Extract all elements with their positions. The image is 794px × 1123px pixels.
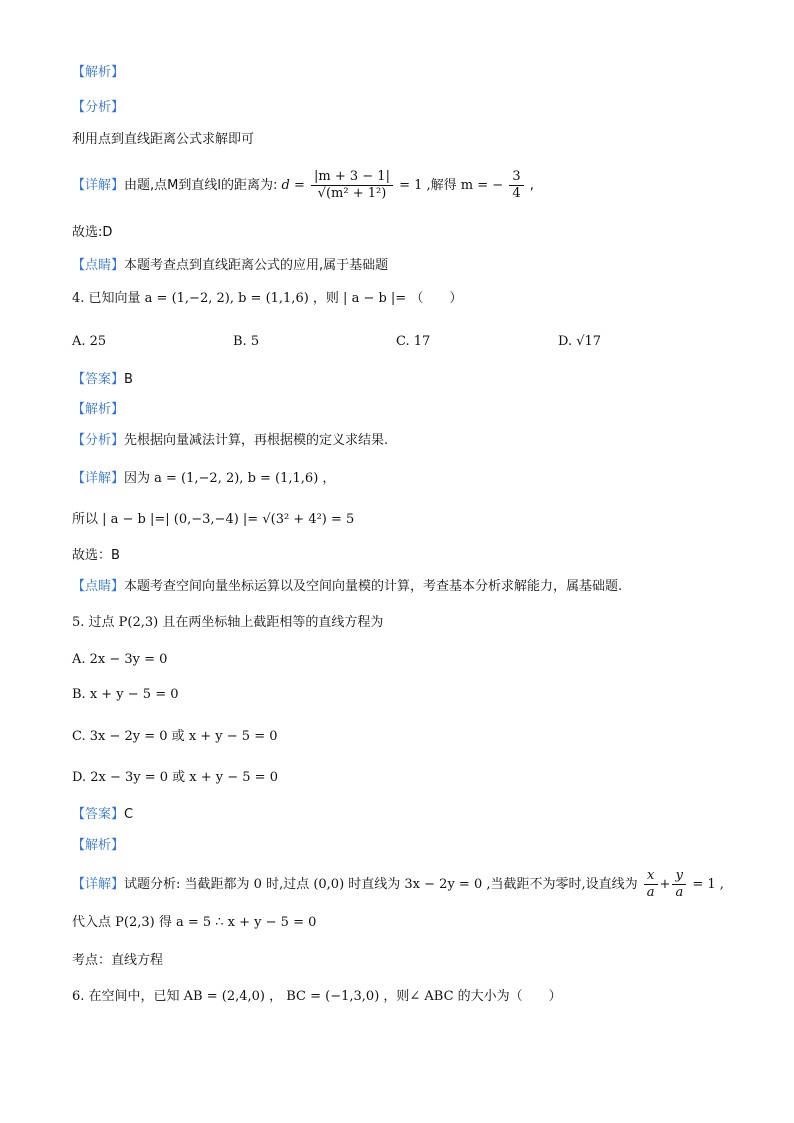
q3-formula-denominator: √(m² + 1²): [317, 186, 387, 201]
q4-option-a: A. 25: [72, 334, 107, 349]
q5-daan-value: C: [124, 807, 134, 822]
q3-xiangjie-text: 由题,点M到直线l的距离为:: [124, 178, 278, 193]
q5-option-a: A. 2x − 3y = 0: [72, 652, 168, 667]
q3-dianjing-text: 本题考查点到直线距离公式的应用,属于基础题: [124, 258, 389, 273]
q4-derivation: 所以 | a − b |=| (0,−3,−4) |= √(3² + 4²) = 5: [72, 512, 355, 527]
q5-option-b: B. x + y − 5 = 0: [72, 687, 179, 702]
q4-fenxi-text: 先根据向量减法计算，再根据模的定义求结果.: [124, 433, 389, 448]
q5-equals-one: = 1 ,: [692, 877, 724, 892]
q4-daan-value: B: [124, 372, 133, 387]
q3-fenxi-heading: 【分析】: [72, 100, 125, 115]
q5-jiexi-heading: 【解析】: [72, 838, 125, 853]
q3-formula-fraction: [311, 169, 393, 202]
q4-jiexi-heading: 【解析】: [72, 402, 125, 417]
q5-frac1-numerator: x: [644, 868, 658, 885]
q4-option-b: B. 5: [233, 334, 260, 349]
q3-result-fraction: [509, 169, 523, 202]
q3-dianjing-heading: 【点睛】: [72, 258, 125, 273]
q3-answer-choice: 故选:D: [72, 225, 113, 240]
q5-frac1-denominator: a: [646, 885, 655, 900]
q4-option-c: C. 17: [396, 334, 431, 349]
q3-xiangjie-heading: 【详解】: [72, 178, 125, 193]
q5-xiangjie-line: [72, 865, 724, 905]
q5-frac2-denominator: a: [675, 885, 684, 900]
q4-xiangjie-line: [72, 470, 335, 488]
q5-substitution: 代入点 P(2,3) 得 a = 5 ∴ x + y − 5 = 0: [72, 915, 317, 930]
q4-daan-heading: 【答案】: [72, 372, 125, 387]
q4-stem: 4. 已知向量 a = (1,−2, 2), b = (1,1,6) ，则 | a − b |= （ ）: [72, 291, 463, 306]
q5-kaodian: 考点：直线方程: [72, 953, 164, 968]
q4-xiangjie-text: 因为 a = (1,−2, 2), b = (1,1,6) ，: [124, 471, 336, 486]
q3-result-numerator: 3: [509, 169, 523, 186]
q5-daan-heading: 【答案】: [72, 807, 125, 822]
q4-answer-choice: 故选：B: [72, 548, 120, 563]
q3-formula-result: = 1 ,解得 m = −: [399, 178, 504, 193]
q4-dianjing-heading: 【点睛】: [72, 579, 125, 594]
q4-xiangjie-heading: 【详解】: [72, 471, 125, 486]
q5-xiangjie-heading: 【详解】: [72, 877, 125, 892]
q3-fenxi-text: 利用点到直线距离公式求解即可: [72, 132, 255, 147]
q4-option-d: D. √17: [558, 334, 602, 349]
q5-plus-sign: +: [659, 877, 671, 892]
q5-xiangjie-text: 试题分析: 当截距都为 0 时,过点 (0,0) 时直线为 3x − 2y = 0 ,当截距不为零时,设直线为: [124, 877, 638, 892]
q4-fenxi-heading: 【分析】: [72, 433, 125, 448]
q3-dianjing-line: [72, 257, 388, 275]
q3-result-denominator: 4: [512, 186, 521, 201]
q4-dianjing-line: [72, 578, 622, 596]
q3-xiangjie-line: [72, 166, 534, 206]
q3-formula-comma: ,: [529, 178, 534, 193]
q5-fraction-x-over-a: [644, 868, 658, 901]
q3-jiexi-heading: 【解析】: [72, 65, 125, 80]
q3-formula-d: d =: [281, 178, 305, 193]
q5-fraction-y-over-a: [672, 868, 686, 901]
q4-answer-line: [72, 371, 133, 389]
q5-answer-line: [72, 806, 133, 824]
q5-stem: 5. 过点 P(2,3) 且在两坐标轴上截距相等的直线方程为: [72, 615, 384, 630]
q4-dianjing-text: 本题考查空间向量坐标运算以及空间向量模的计算，考查基本分析求解能力，属基础题.: [124, 579, 623, 594]
q5-option-c: C. 3x − 2y = 0 或 x + y − 5 = 0: [72, 729, 278, 744]
q3-formula-numerator: |m + 3 − 1|: [311, 169, 393, 186]
q5-option-d: D. 2x − 3y = 0 或 x + y − 5 = 0: [72, 770, 278, 785]
q4-fenxi-line: [72, 432, 388, 450]
q5-frac2-numerator: y: [672, 868, 686, 885]
q6-stem: 6. 在空间中，已知 AB = (2,4,0) ， BC = (−1,3,0) ，则∠ ABC 的大小为（ ）: [72, 989, 562, 1004]
